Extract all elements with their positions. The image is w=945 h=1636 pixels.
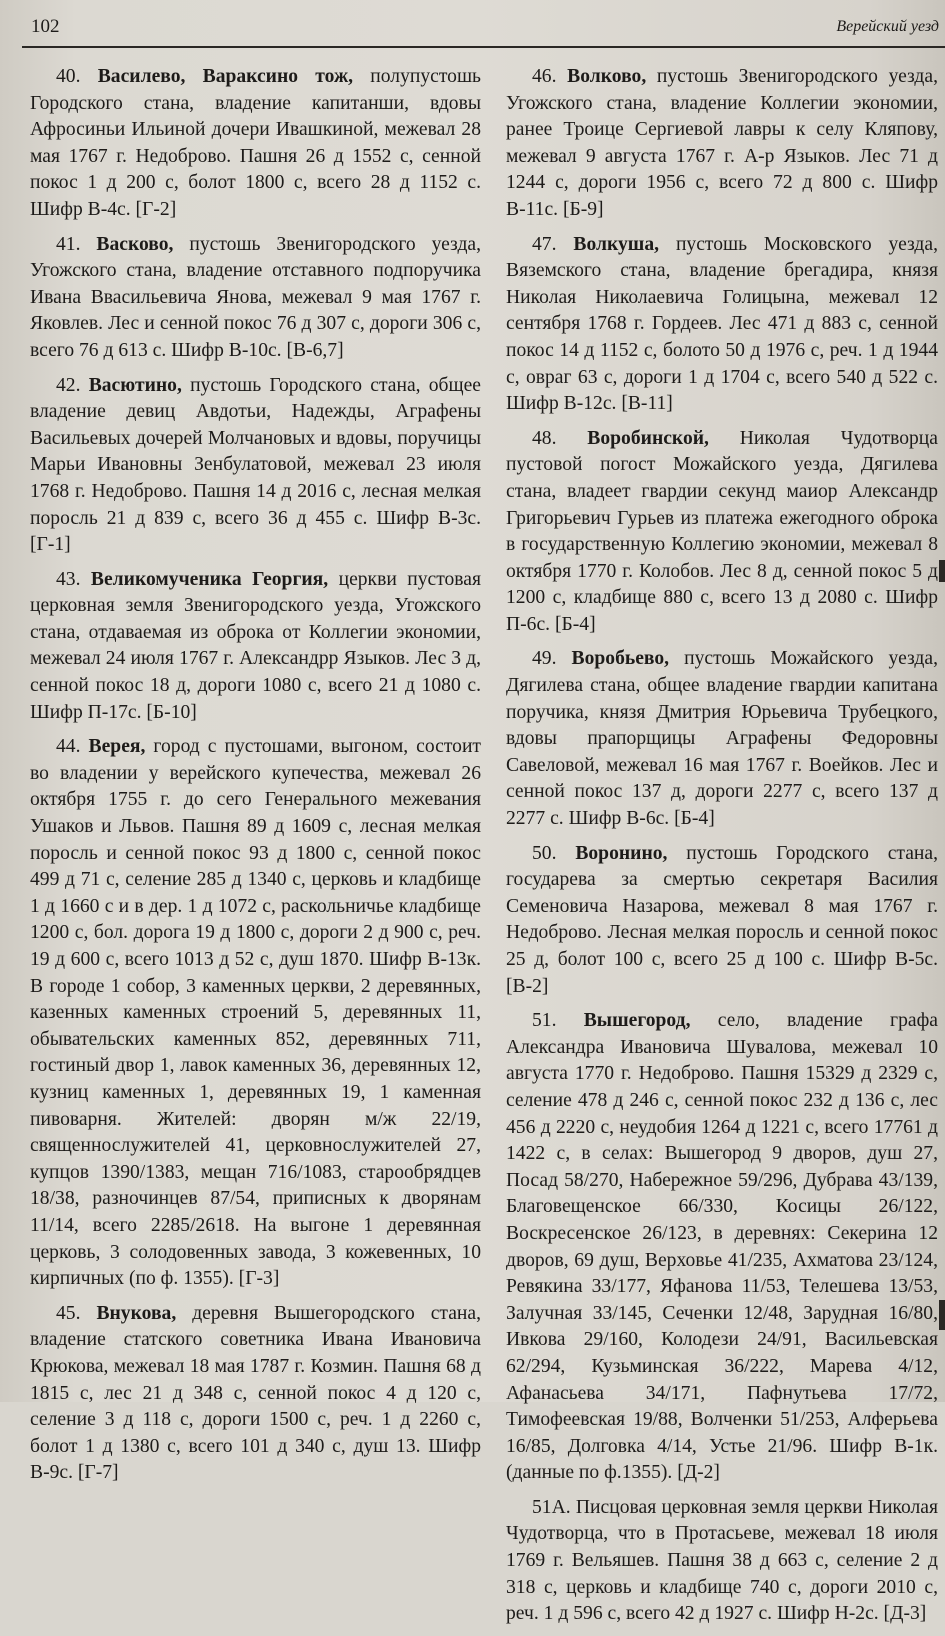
page-edge-mark (939, 1300, 945, 1330)
entry-text: город с пустошами, выгоном, состоит во владении у верейского купечества, межевал 26 октября 1755 г. до сего Генерального межевания Ушаков и Львов. Пашня 89 д 1609 с, лесная мелкая поросль и сенной покос 93 д 1800 с, сенной покос 499 д 71 с, селение 285 д 1340 с, церковь и кладбище 1 д 1660 с и в дер. 1 д 1072 с, раскольничье кладбище 1200 с, бол. дорога 19 д 1800 с, дороги 2 д 900 с, реч. 19 д 600 с, всего 1013 д 52 с, душ 1870. Шифр В-13к. В городе 1 собор, 3 каменных церкви, 2 деревянных, казенных каменных строений 5, деревянных 11, обывательских каменных 852, деревянных 711, гостиный двор 1, лавок каменных 36, деревянных 12, кузниц каменных 1, деревянных 19, 1 каменная пивоварня. Жителей: дворян м/ж 22/19, священнослужителей 41, церковнослужителей 27, купцов 1390/1383, мещан 716/1083, старообрядцев 18/38, разночинцев 87/54, приписных к дворянам 11/14, всего 2285/2618. На выгоне 1 деревянная церковь, 3 солодовенных завода, 3 кожевенных, 10 кирпичных (по ф. 1355). [Г-3] (30, 736, 481, 1290)
entry-name: Воробинской, (587, 427, 709, 449)
entry-name: Воробьево, (571, 648, 670, 670)
entry-number: 41. (56, 233, 81, 255)
entry-text: деревня Вышегородского стана, владение статского советника Ивана Ивановича Крюкова, межевал 18 мая 1787 г. Козмин. Пашня 68 д 1815 с, лес 21 д 348 с, сенной покос 4 д 120 с, селение 3 д 118 с, дороги 1500 с, реч. 1 д 2260 с, болот 1 д 1380 с, всего 101 д 340 с, душ 13. Шифр В-9с. [Г-7] (30, 1302, 481, 1484)
entry-text: Писцовая церковная земля церкви Николая Чудотворца, что в Протасьеве, межевал 18 июля 1769 г. Вельяшев. Пашня 38 д 663 с, селение 2 д 318 с, церковь и кладбище 740 с, дороги 2010 с, реч. 1 д 596 с, всего 42 д 1927 с. Шифр Н-2с. [Д-3] (506, 1496, 938, 1625)
entry-name: Василево, Вараксино тож, (97, 66, 354, 87)
left-column (30, 64, 481, 1495)
entry (30, 567, 481, 727)
entry-text: церкви пустовая церковная земля Звенигородского уезда, Угожского стана, отдаваемая из оброка от Коллегии экономии, межевал 24 июля 1767 г. Александрр Языков. Лес 3 д, сенной покос 18 д, дороги 1080 с, всего 21 д 1080 с. Шифр П-17с. [Б-10] (30, 568, 482, 723)
entry-number: 42. (56, 374, 81, 396)
entry-number: 44. (56, 736, 81, 758)
entry-number: 51. (532, 1010, 557, 1032)
entry-number: 48. (532, 427, 557, 449)
entry-name: Верея, (88, 736, 146, 758)
entry-name: Волково, (567, 66, 647, 87)
entry-number: 47. (532, 233, 557, 255)
entry-name: Великомученика Георгия, (90, 568, 329, 590)
entry (30, 64, 481, 224)
header-rule (22, 46, 945, 48)
entry-number: 45. (56, 1302, 81, 1324)
entry-text: село, владение графа Александра Ивановича Шувалова, межевал 10 августа 1770 г. Недоброво. Пашня 15329 д 2329 с, селение 478 д 246 с, сенной покос 232 д 136 с, лес 456 д 2220 с, неудобия 1264 д 1221 с, всего 17761 д 1422 с, в селах: Вышегород 9 дворов, душ 27, Посад 58/270, Набережное 59/296, Дубрава 43/139, Благовещенское 66/330, Косицы 26/122, Воскресенское 26/123, в деревнях: Секерина 12 дворов, 69 душ, Верховье 41/235, Ахматова 23/124, Ревякина 33/177, Яфанова 11/53, Телешева 13/53, Залучная 33/145, Сеченки 12/48, Зарудная 16/80, Ивкова 29/160, Колодези 24/91, Васильевская 62/294, Кузьминская 36/222, Марева 4/12, Афанасьева 34/171, Пафнутьева 17/72, Тимофеевская 19/88, Волченки 51/253, Алферьева 16/85, Долговка 4/14, Устье 21/96. Шифр В-1к. (данные по ф.1355). [Д-2] (506, 1010, 938, 1484)
entry-text: Николая Чудотворца пустовой погост Можайского уезда, Дягилева стана, владеет гвардии секунд маиор Александр Григорьевич Гурьев из платежа ежегодного оброка в государственную Коллегию экономии, межевал 8 октября 1770 г. Колобов. Лес 8 д, сенной покос 5 д 1200 с, кладбище 880 с, всего 13 д 2080 с. Шифр П-6с. [Б-4] (506, 427, 938, 635)
entry (506, 232, 938, 418)
entry-number: 51А. (532, 1496, 571, 1518)
entry (506, 841, 938, 1001)
entry-name: Воронино, (575, 842, 668, 864)
entry-number: 43. (56, 568, 81, 590)
entry (30, 1301, 481, 1487)
entry (506, 646, 938, 832)
entry (506, 64, 938, 224)
entry-number: 49. (532, 648, 557, 670)
entry-text: пустошь Московского уезда, Вяземского стана, владение брегадира, князя Николая Николаевича Голицына, межевал 12 сентября 1768 г. Гордеев. Лес 471 д 883 с, сенной покос 14 д 1152 с, болото 50 д 1976 с, реч. 1 д 1944 с, овраг 63 с, дороги 1 д 1704 с, всего 540 д 522 с. Шифр В-12с. [В-11] (506, 233, 938, 415)
entry (30, 232, 481, 365)
entry-number: 40. (56, 66, 81, 87)
page-header (0, 0, 945, 56)
entry-text: пустошь Звенигородского уезда, Угожского стана, владение Коллегии экономии, ранее Троице Сергиевой лавры к селу Кляпову, межевал 9 августа 1767 г. А-р Языков. Лес 71 д 1244 с, дороги 1956 с, всего 72 д 800 с. Шифр В-11с. [Б-9] (506, 66, 938, 220)
right-column (506, 64, 938, 1636)
entry-text: пустошь Городского стана, общее владение девиц Авдотьи, Надежды, Аграфены Васильевых дочерей Молчановых и вдовы, поручицы Марьи Ивановны Зенбулатовой, межевал 23 июля 1768 г. Недоброво. Пашня 14 д 2016 с, лесная мелкая поросль 21 д 839 с, всего 36 д 455 с. Шифр В-3с. [Г-1] (30, 374, 481, 556)
entry (506, 1495, 938, 1628)
entry (506, 1008, 938, 1487)
entry-text: пустошь Можайского уезда, Дягилева стана, общее владение гвардии капитана поручика, князя Дмитрия Юрьевича Трубецкого, вдовы прапорщицы Аграфены Федоровны Савеловой, межевал 16 мая 1767 г. Воейков. Лес и сенной покос 137 д, дороги 2277 с, всего 137 д 2277 с. Шифр В-6с. [Б-4] (506, 648, 938, 830)
entry-name: Внукова, (96, 1302, 177, 1324)
entry-name: Вышегород, (583, 1010, 691, 1032)
entry-text: пустошь Звенигородского уезда, Угожского стана, владение отставного подпоручика Ивана Ввасильевича Янова, межевал 9 мая 1767 г. Яковлев. Лес и сенной покос 76 д 307 с, дороги 306 с, всего 76 д 613 с. Шифр В-10с. [В-6,7] (30, 233, 482, 361)
entry-number: 46. (532, 66, 557, 87)
entry-name: Волкуша, (573, 233, 660, 255)
entry (30, 373, 481, 559)
entry-name: Васково, (96, 233, 174, 255)
entry-text: пустошь Городского стана, государева за смертью секретаря Василия Семеновича Назарова, межевал 8 мая 1767 г. Недоброво. Лесная мелкая поросль и сенной покос 25 д, болот 100 с, всего 25 д 100 с. Шифр В-5с. [В-2] (506, 842, 938, 997)
entry (506, 426, 938, 639)
entry-text: полупустошь Городского стана, владение капитанши, вдовы Афросиньи Ильиной дочери Ивашкиной, межевал 28 мая 1767 г. Недоброво. Пашня 26 д 1552 с, сенной покос 1 д 200 с, болот 1800 с, всего 28 д 1152 с. Шифр В-4с. [Г-2] (30, 66, 481, 220)
page-number: 102 (31, 16, 60, 37)
entry-name: Васютино, (88, 374, 182, 396)
entry-number: 50. (532, 842, 557, 864)
entry (30, 734, 481, 1292)
running-title: Верейский уезд (836, 18, 939, 35)
page-edge-mark (939, 560, 945, 582)
